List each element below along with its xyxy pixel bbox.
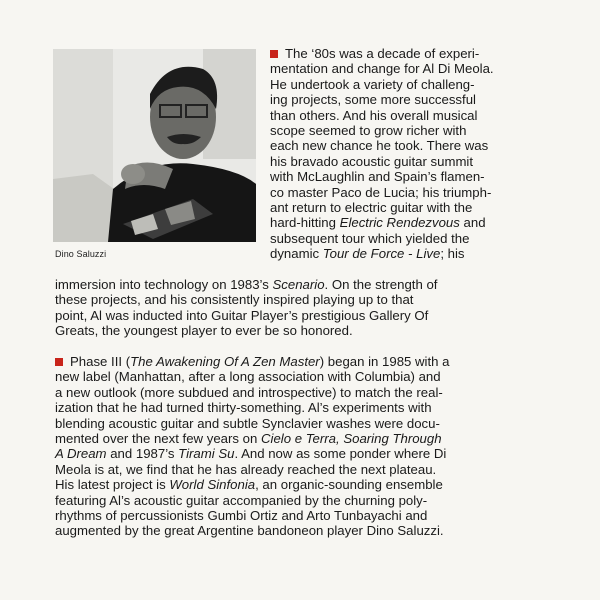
paragraph-1-line: mentation and change for Al Di Meola. (270, 61, 494, 77)
text-run: immersion into technology on 1983’s (55, 277, 273, 292)
paragraph-1-line (270, 215, 550, 230)
paragraph-1-wrapped (270, 46, 550, 262)
paragraph-1-line (270, 46, 550, 61)
paragraph-1-line: He undertook a variety of challeng- (270, 76, 475, 92)
paragraph-1-line (55, 277, 550, 292)
paragraph-1-line (270, 246, 550, 261)
paragraph-2-line: blending acoustic guitar and subtle Synclavier washes were docu- (55, 415, 440, 431)
paragraph-2-line: rhythms of percussionists Gumbi Ortiz and Arto Tunbayachi and (55, 508, 428, 524)
paragraph-1-continued (55, 277, 550, 339)
text-run: hard-hitting (270, 215, 336, 231)
paragraph-1-line: point, Al was inducted into Guitar Player’s prestigious Gallery Of (55, 307, 429, 323)
photo-caption: Dino Saluzzi (55, 249, 107, 259)
paragraph-1-line: with McLaughlin and Spain’s flamen- (270, 169, 485, 185)
dino-saluzzi-photo (53, 49, 256, 242)
album-title-scenario: Scenario (272, 277, 325, 292)
text-run: The ‘80s was a decade of experi- (285, 46, 480, 61)
paragraph-1-line: co master Paco de Lucia; his triumph- (270, 184, 492, 200)
paragraph-1-line: subsequent tour which yielded the (270, 230, 470, 246)
album-title-awakening: The Awakening Of A Zen Master (130, 354, 320, 369)
text-run: His latest project is (55, 477, 170, 493)
text-run: and (459, 215, 486, 231)
red-square-bullet-icon (270, 50, 278, 58)
paragraph-1-line: his bravado acoustic guitar summit (270, 153, 474, 169)
paragraph-1-line: ant return to electric guitar with the (270, 200, 473, 216)
text-run: . And now as some ponder where Di (234, 446, 447, 462)
album-title-world-sinfonia: World Sinfonia (169, 477, 256, 493)
text-run: ; his (440, 246, 465, 262)
paragraph-2 (55, 354, 555, 539)
album-title-tirami-su: Tirami Su (178, 446, 235, 462)
paragraph-2-line: augmented by the great Argentine bandoneon player Dino Saluzzi. (55, 523, 444, 539)
paragraph-1-line: scope seemed to grow richer with (270, 123, 467, 139)
paragraph-2-line: new label (Manhattan, after a long association with Columbia) and (55, 369, 441, 385)
paragraph-1-line: these projects, and his consistently inspired playing up to that (55, 292, 414, 308)
paragraph-2-line (55, 446, 555, 461)
paragraph-1-line: than others. And his overall musical (270, 107, 478, 123)
paragraph-1-line: each new chance he took. There was (270, 138, 489, 154)
paragraph-2-line: featuring Al’s acoustic guitar accompanied by the churning poly- (55, 492, 428, 508)
paragraph-2-line (55, 477, 555, 492)
paragraph-2-line: ization that he had turned thirty-something. Al’s experiments with (55, 400, 432, 416)
text-run: and 1987’s (106, 446, 179, 462)
text-run: dynamic (270, 246, 320, 262)
text-run: Phase III ( (70, 354, 131, 369)
text-run: mented over the next few years on (55, 431, 261, 447)
paragraph-2-line (55, 431, 555, 446)
paragraph-2-line (55, 354, 555, 369)
red-square-bullet-icon (55, 358, 63, 366)
paragraph-1-line: ing projects, some more successful (270, 92, 476, 108)
album-title-cielo-e-terra: Cielo e Terra, Soaring Through (260, 431, 442, 447)
paragraph-1-line: Greats, the youngest player to ever be so honored. (55, 323, 353, 339)
text-run: ) began in 1985 with a (319, 354, 450, 369)
album-title-electric-rendezvous: Electric Rendezvous (339, 215, 460, 231)
paragraph-2-line: Meola is at, we find that he has already reached the next plateau. (55, 461, 437, 477)
album-title-a-dream: A Dream (55, 446, 107, 462)
text-run: , an organic-sounding ensemble (255, 477, 443, 493)
paragraph-2-line: a new outlook (more subdued and introspective) to match the real- (55, 384, 443, 400)
album-title-tour-de-force: Tour de Force - Live (322, 246, 441, 262)
text-run: . On the strength of (324, 277, 438, 292)
